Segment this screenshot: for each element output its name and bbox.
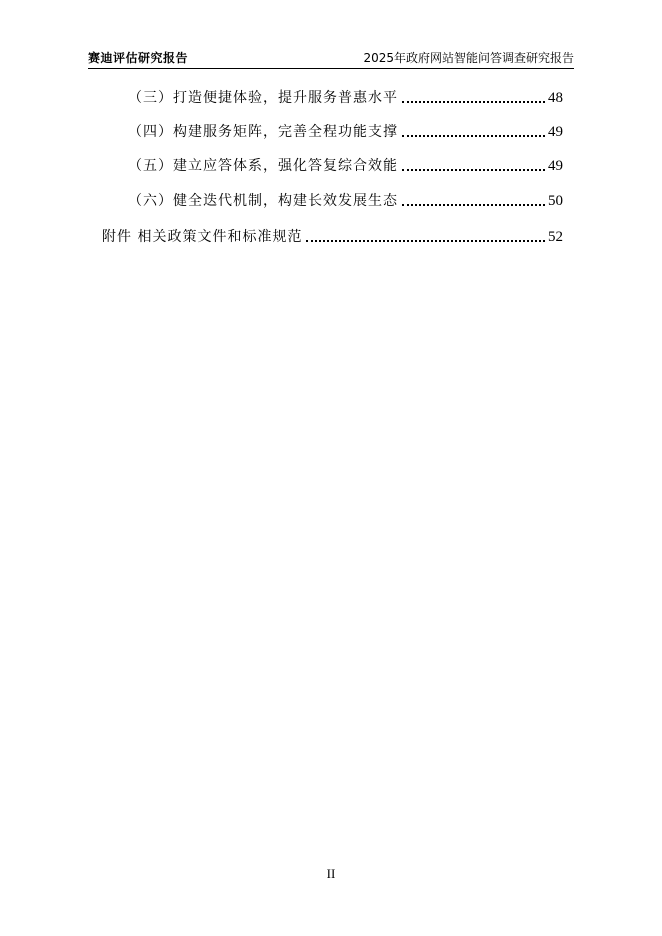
toc-entry[interactable] — [128, 122, 563, 142]
toc-entry-title: 附件 相关政策文件和标准规范 — [102, 229, 303, 245]
toc-entry-title: （五）建立应答体系，强化答复综合效能 — [128, 158, 398, 174]
toc-dot-leader — [402, 169, 545, 171]
toc-dot-leader — [402, 135, 545, 137]
toc-dot-leader — [402, 101, 545, 103]
toc-entry-page: 48 — [548, 90, 563, 106]
toc-entry[interactable] — [128, 191, 563, 211]
page-number: II — [326, 866, 336, 881]
toc-entry-title: （六）健全迭代机制，构建长效发展生态 — [128, 193, 398, 209]
toc-entry-title: （四）构建服务矩阵，完善全程功能支撑 — [128, 124, 398, 140]
toc-dot-leader — [306, 240, 545, 242]
toc-entry-title: （三）打造便捷体验，提升服务普惠水平 — [128, 90, 398, 106]
toc-dot-leader — [402, 204, 545, 206]
header-report-title: 2025年政府网站智能问答调查研究报告 — [363, 51, 574, 65]
toc-entry[interactable] — [102, 227, 563, 247]
toc-entry-page: 49 — [548, 124, 563, 140]
header-report-series: 赛迪评估研究报告 — [88, 51, 189, 65]
toc-entry[interactable] — [128, 88, 563, 108]
toc-entry-page: 50 — [548, 193, 563, 209]
toc-entry-page: 52 — [548, 229, 563, 245]
toc-entry[interactable] — [128, 156, 563, 176]
page-header — [88, 44, 574, 69]
toc-entry-page: 49 — [548, 158, 563, 174]
